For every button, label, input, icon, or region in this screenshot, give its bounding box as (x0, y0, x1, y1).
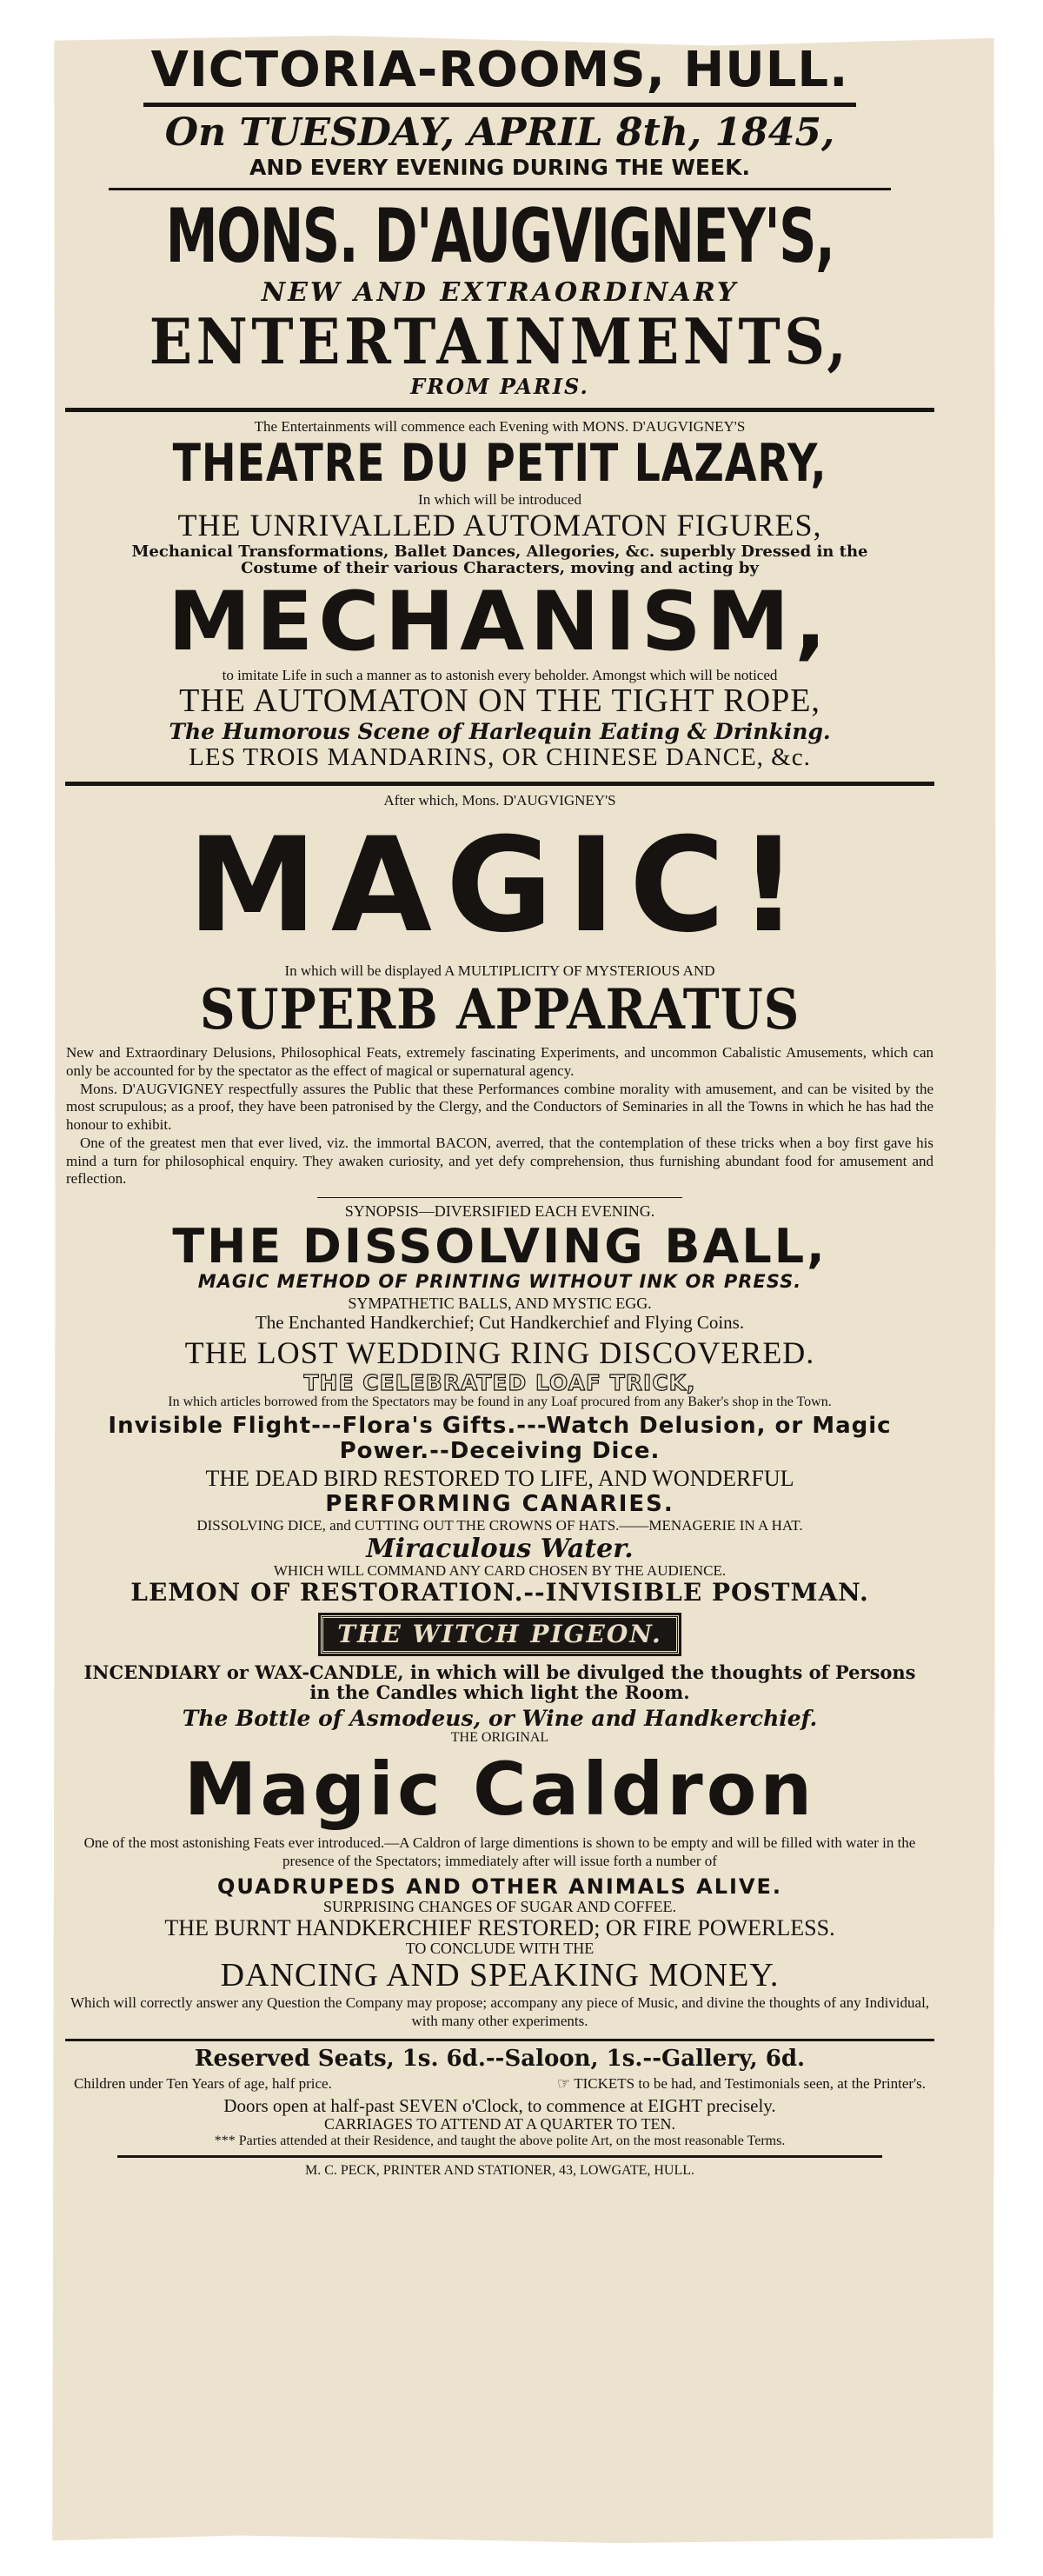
invisible-flight-2: Power.--Deceiving Dice. (339, 1437, 661, 1464)
surprising-changes: SURPRISING CHANGES OF SUGAR AND COFFEE. (322, 1897, 677, 1915)
harlequin: The Humorous Scene of Harlequin Eating & Drinking. (169, 719, 831, 745)
lost-ring: THE LOST WEDDING RING DISCOVERED. (184, 1335, 815, 1371)
mechanism-title: MECHANISM, (168, 575, 832, 670)
the-original: THE ORIGINAL (450, 1730, 549, 1746)
mandarins: LES TROIS MANDARINS, OR CHINESE DANCE, &c. (189, 742, 811, 771)
lemon-restoration: LEMON OF RESTORATION.--INVISIBLE POSTMAN. (130, 1577, 869, 1607)
admission-prices: Reserved Seats, 1s. 6d.--Saloon, 1s.--Gallery, 6d. (194, 2046, 806, 2073)
doors-open: Doors open at half-past SEVEN o'Clock, to commence at EIGHT precisely. (223, 2094, 776, 2116)
sympathetic: SYMPATHETIC BALLS, AND MYSTIC EGG. (348, 1295, 652, 1313)
correctly-answer: Which will correctly answer any Question the Company may propose; accompany any piece of Music, and divine the thoughts of any Individual, with many other experiments. (70, 1994, 930, 2029)
to-conclude: TO CONCLUDE WITH THE (405, 1940, 595, 1958)
mech-trans-1: Mechanical Transformations, Ballet Dances, Allegories, &c. superbly Dressed in the (131, 542, 868, 561)
articles: In which articles borrowed from the Spectators may be found in any Loaf procured from any Baker's shop in the Town. (168, 1395, 832, 1410)
performer-name: MONS. D'AUGVIGNEY'S, (165, 193, 834, 281)
divider (65, 408, 934, 412)
quadrupeds: QUADRUPEDS AND OTHER ANIMALS ALIVE. (216, 1874, 783, 1900)
mech-trans-2: Costume of their various Characters, moving and acting by (241, 559, 759, 578)
incendiary-2: in the Candles which light the Room. (309, 1681, 690, 1704)
witch-pigeon-banner (61, 1615, 939, 1654)
divider (65, 2039, 934, 2041)
venue-title: VICTORIA-ROOMS, HULL. (150, 42, 849, 98)
command-card: WHICH WILL COMMAND ANY CARD CHOSEN BY THE AUDIENCE. (273, 1562, 727, 1580)
divider (143, 103, 856, 107)
printing: MAGIC METHOD OF PRINTING WITHOUT INK OR PRESS. (197, 1271, 802, 1293)
tickets-info: ☞ TICKETS to be had, and Testimonials seen, at the Printer's. (557, 2074, 926, 2092)
loaf-trick: THE CELEBRATED LOAF TRICK, (303, 1369, 696, 1395)
magic-title: MAGIC! (187, 810, 813, 962)
date-line: On TUESDAY, APRIL 8th, 1845, (164, 110, 835, 155)
caldron-description: One of the most astonishing Feats ever introduced.—A Caldron of large dimentions is shown to be empty and will be filled with water in the presence of the Spectators; immediately after will issue forth a number of (83, 1834, 916, 1869)
invisible-flight-1: Invisible Flight---Flora's Gifts.---Watch Delusion, or Magic (108, 1412, 892, 1439)
from-paris: FROM PARIS. (410, 374, 589, 400)
entertainments: ENTERTAINMENTS, (149, 304, 851, 379)
every-evening: AND EVERY EVENING DURING THE WEEK. (249, 154, 750, 180)
divider (109, 188, 891, 190)
commence-text: The Entertainments will commence each Evening with MONS. D'AUGVIGNEY'S (254, 417, 746, 435)
dissolving-ball: THE DISSOLVING BALL, (172, 1218, 827, 1274)
paragraph-delusions: New and Extraordinary Delusions, Philosophical Feats, extremely fascinating Experiments, and uncommon Cabalistic Amusements, which can only be accounted for by the spectator as the effect of magical or supernatural agency. (66, 1044, 933, 1079)
printer-imprint: M. C. PECK, PRINTER AND STATIONER, 43, LOWGATE, HULL. (304, 2163, 695, 2179)
imitate-text: to imitate Life in such a manner as to astonish every beholder. Amongst which will be noticed (222, 666, 778, 683)
new-extraordinary: NEW AND EXTRAORDINARY (261, 277, 739, 309)
dancing-money: DANCING AND SPEAKING MONEY. (220, 1957, 780, 1994)
synopsis: SYNOPSIS—DIVERSIFIED EACH EVENING. (344, 1202, 655, 1221)
paragraph-morality: Mons. D'AUGVIGNEY respectfully assures the Public that these Performances combine morality with amusement, and can be visited by the most scrupulous; as a proof, they have been patronised by the Clergy, and the Conductors of Seminaries in all the Towns in which he has had the honour to exhibit. (66, 1080, 933, 1134)
playbill-content (61, 43, 939, 2179)
introduced-text: In which will be introduced (418, 491, 581, 509)
children-tickets-row (74, 2075, 926, 2093)
divider (317, 1197, 682, 1198)
multiplicity: In which will be displayed A MULTIPLICITY OF MYSTERIOUS AND (284, 962, 715, 980)
parties-note: *** Parties attended at their Residence, and taught the above polite Art, on the most reasonable Terms. (214, 2133, 786, 2148)
tight-rope: THE AUTOMATON ON THE TIGHT ROPE, (179, 682, 820, 720)
paragraph-bacon: One of the greatest men that ever lived, viz. the immortal BACON, averred, that the contemplation of these tricks when a boy first gave his mind a turn for philosophical enquiry. They awaken curiosity, and yet defy comprehension, thus furnishing abundant food for amusement and reflection. (66, 1134, 933, 1188)
canaries: PERFORMING CANARIES. (325, 1490, 674, 1517)
divider (117, 2155, 882, 2158)
miraculous-water: Miraculous Water. (366, 1534, 634, 1565)
automaton-figures: THE UNRIVALLED AUTOMATON FIGURES, (177, 508, 822, 543)
theatre-title: THEATRE DU PETIT LAZARY, (172, 433, 827, 495)
divider (65, 782, 934, 786)
superb-apparatus: SUPERB APPARATUS (199, 976, 801, 1042)
dead-bird: THE DEAD BIRD RESTORED TO LIFE, AND WONDERFUL (205, 1466, 794, 1492)
carriages: CARRIAGES TO ATTEND AT A QUARTER TO TEN. (324, 2115, 675, 2133)
after-which: After which, Mons. D'AUGVIGNEY'S (383, 792, 616, 809)
children-price: Children under Ten Years of age, half price. (74, 2074, 332, 2092)
asmodeus: The Bottle of Asmodeus, or Wine and Handkerchief. (182, 1705, 818, 1731)
dissolving-dice: DISSOLVING DICE, and CUTTING OUT THE CROWNS OF HATS.——MENAGERIE IN A HAT. (196, 1517, 803, 1534)
burnt-handkerchief: THE BURNT HANDKERCHIEF RESTORED; OR FIRE POWERLESS. (164, 1914, 835, 1940)
witch-pigeon: THE WITCH PIGEON. (321, 1615, 679, 1654)
enchanted: The Enchanted Handkerchief; Cut Handkerchief and Flying Coins. (255, 1312, 745, 1334)
magic-caldron: Magic Caldron (183, 1746, 816, 1832)
incendiary-1: INCENDIARY or WAX-CANDLE, in which will be divulged the thoughts of Persons (83, 1661, 916, 1684)
